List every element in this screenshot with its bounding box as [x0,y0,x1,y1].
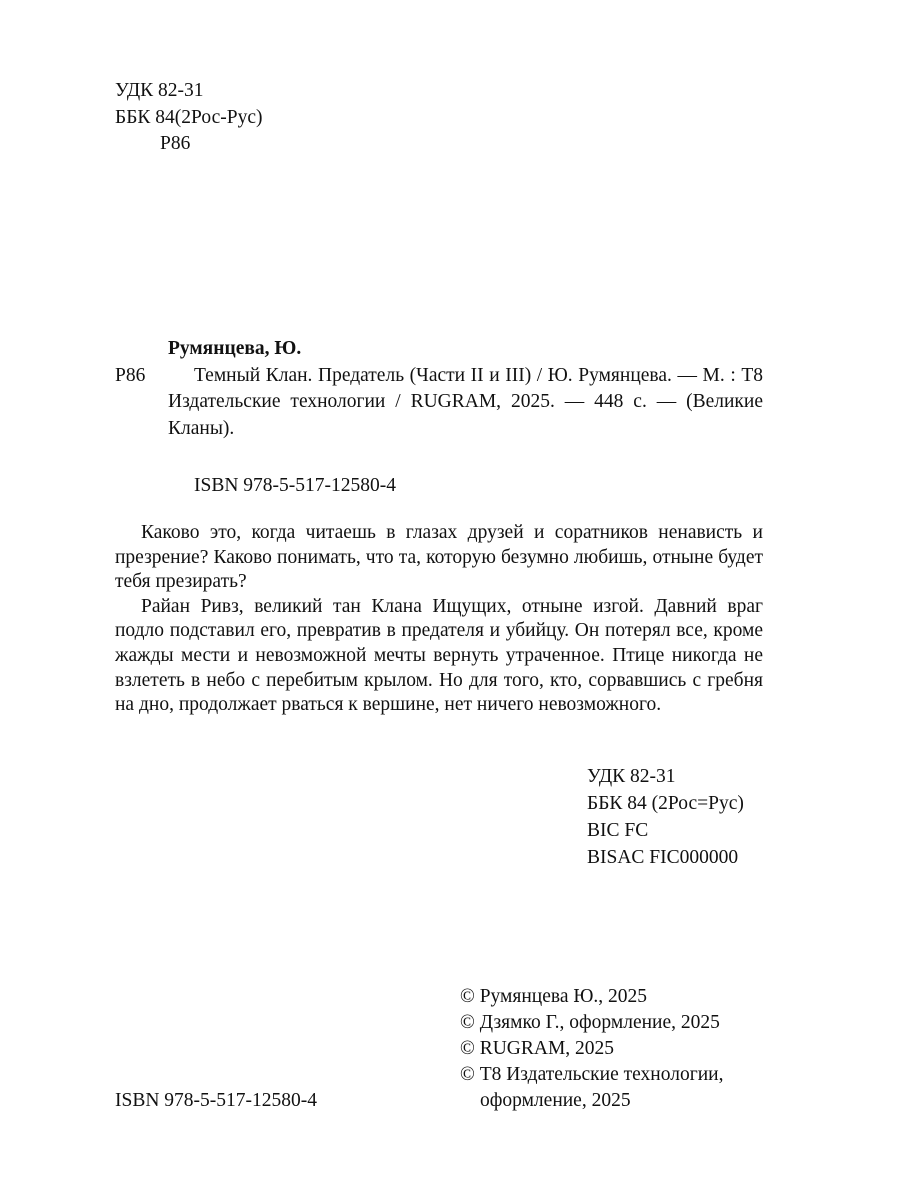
copyright-block [460,984,772,1114]
top-classification-block [115,78,263,158]
bib-entry [115,363,763,443]
isbn-line: ISBN 978-5-517-12580-4 [194,475,397,496]
author-sign-code: Р86 [160,133,191,154]
copyright-line: © Дзямко Г., оформление, 2025 [460,1012,720,1033]
udk-code-line: УДК 82-31 [587,766,676,787]
bibliographic-block [115,336,763,500]
bic-code-line: BIC FC [587,820,649,841]
annotation-paragraph-1: Каково это, когда читаешь в глазах друзей и соратников ненависть и презрение? Каково понимать, что та, которую безумно любишь, отныне будет тебя презирать? [115,522,763,593]
bib-author: Румянцева, Ю. [168,338,302,359]
udk-line: УДК 82-31 [115,80,204,101]
isbn-bottom: ISBN 978-5-517-12580-4 [115,1090,318,1111]
bib-entry-text: Темный Клан. Предатель (Части II и III) / Ю. Румянцева. — М. : Т8 Издательские технологии / RUGRAM, 2025. — 448 с. — (Великие Кланы). [168,364,763,439]
bbk-line: ББК 84(2Рос-Рус) [115,106,263,128]
annotation-block [115,521,763,718]
copyright-line: © RUGRAM, 2025 [460,1038,615,1059]
classification-codes-block [587,763,744,871]
bisac-code-line: BISAC FIC000000 [587,847,739,868]
bib-entry-code: Р86 [115,364,146,386]
copyright-line: © Румянцева Ю., 2025 [460,986,648,1007]
bbk-code-line: ББК 84 (2Рос=Рус) [587,793,744,814]
copyright-line: © Т8 Издательские технологии, оформление, 2025 [460,1064,724,1111]
annotation-paragraph-2: Райан Ривз, великий тан Клана Ищущих, отныне изгой. Давний враг подло подставил его, превратив в предателя и убийцу. Он потерял все, кроме жажды мести и невозможной мечты вернуть утраченное. Птице никогда не взлететь в небо с перебитым крылом. Но для того, кто, сорвавшись с гребня на дно, продолжает рваться к вершине, нет ничего невозможного. [115,595,763,716]
